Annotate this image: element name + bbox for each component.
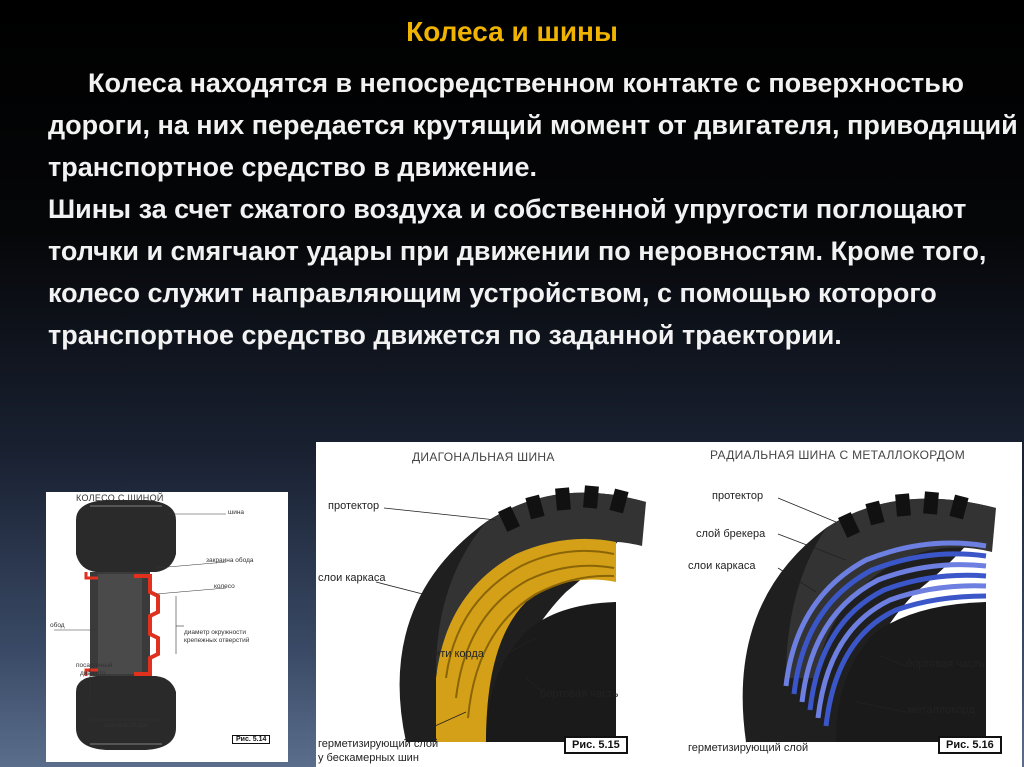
label-wheel: колесо	[214, 583, 235, 590]
radial-label-bead: бортовая часть	[906, 658, 985, 670]
label-tire: шина	[228, 509, 245, 516]
label-bolt-circle: диаметр окружности	[184, 629, 247, 636]
figure-caption-5-15: Рис. 5.15	[564, 736, 628, 754]
paragraph-wheels: Колеса находятся в непосредственном контакте с поверхностью дороги, на них передается крутящий момент от двигателя, приводящий транспортное средство в движение.	[48, 68, 1018, 182]
wheel-section-figure	[46, 492, 288, 762]
label-rim-width: ширина обода	[104, 722, 148, 729]
bias-label-liner: герметизирующий слой	[318, 738, 439, 750]
tire-types-drawing	[316, 442, 1022, 767]
radial-label-carcass: слои каркаса	[688, 560, 756, 572]
slide-title: Колеса и шины	[406, 16, 618, 47]
paragraph-tires: Шины за счет сжатого воздуха и собственной упругости поглощают толчки и смягчают удары при движении по неровностям. Кроме того, колесо служит направляющим устройством, с помощью которого транспортное средство движется по заданной траектории.	[48, 194, 987, 350]
label-seat-diameter-2: диаметр	[80, 670, 106, 677]
radial-label-liner: герметизирующий слой	[688, 742, 809, 754]
label-rim: обод	[50, 622, 65, 629]
radial-label-tread: протектор	[712, 490, 764, 502]
label-bolt-holes: крепежных отверстий	[184, 637, 250, 644]
wheel-figure-heading: КОЛЕСО С ШИНОЙ	[76, 493, 164, 503]
bias-label-bead: бортовая часть	[540, 688, 619, 700]
radial-tire-heading: РАДИАЛЬНАЯ ШИНА С МЕТАЛЛОКОРДОМ	[710, 448, 966, 462]
label-rim-flange: закраина обода	[206, 557, 254, 564]
radial-label-breaker: слой брекера	[696, 528, 766, 540]
bias-label-carcass: слои каркаса	[318, 572, 386, 584]
label-seat-diameter: посадочный	[76, 662, 113, 669]
slide-body	[48, 62, 1018, 356]
bias-tire-heading: ДИАГОНАЛЬНАЯ ШИНА	[412, 450, 555, 464]
figure-caption-5-14: Рис. 5.14	[232, 735, 270, 744]
tire-types-figure	[316, 442, 1022, 767]
wheel-section-drawing	[46, 492, 288, 762]
radial-label-steel-cord: металлокорд	[908, 704, 975, 716]
figure-caption-5-16: Рис. 5.16	[938, 736, 1002, 754]
bias-label-liner-2: у бескамерных шин	[318, 752, 419, 764]
bias-label-tread: протектор	[328, 500, 380, 512]
bias-label-cord: нити корда	[428, 648, 484, 660]
